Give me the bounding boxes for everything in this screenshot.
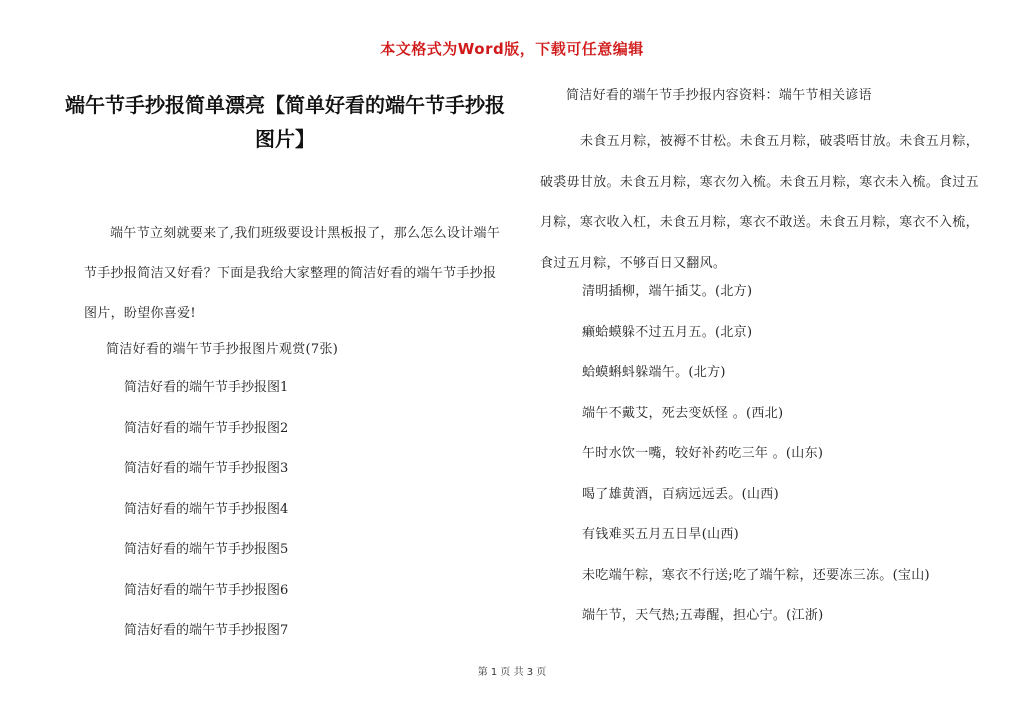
saying-item: 癞蛤蟆躲不过五月五。(北京) <box>582 324 753 340</box>
document-title-block <box>60 88 510 156</box>
saying-item: 午时水饮一嘴，较好补药吃三年 。(山东) <box>582 446 824 461</box>
intro-paragraph-block <box>84 214 504 334</box>
saying-item: 清明插柳，端午插艾。(北方) <box>582 284 753 299</box>
section-heading: 简洁好看的端午节手抄报内容资料：端午节相关谚语 <box>566 88 872 103</box>
gallery-item: 简洁好看的端午节手抄报图6 <box>124 582 289 598</box>
gallery-item: 简洁好看的端午节手抄报图7 <box>124 623 289 638</box>
saying-item: 端午不戴艾，死去变妖怪 。(西北) <box>582 405 784 421</box>
proverb-paragraph: 未食五月粽，被褥不甘松。未食五月粽，破裘唔甘放。未食五月粽，破裘毋甘放。未食五月粽，寒衣勿入梳。未食五月粽，寒衣未入梳。食过五月粽，寒衣收入杠，未食五月粽，寒衣不敢送。未食五月粽，寒衣不入梳，食过五月粽，不够百日又翻风。 <box>540 134 980 271</box>
gallery-heading: 简洁好看的端午节手抄报图片观赏(7张) <box>106 342 339 357</box>
saying-item: 端午节，天气热;五毒醒，担心宁。(江浙) <box>582 608 824 623</box>
page-number-footer: 第 1 页 共 3 页 <box>477 667 547 678</box>
saying-item: 有钱难买五月五日旱(山西) <box>582 527 740 542</box>
gallery-item: 简洁好看的端午节手抄报图1 <box>124 380 289 395</box>
gallery-item: 简洁好看的端午节手抄报图4 <box>124 501 289 517</box>
gallery-list <box>124 378 288 662</box>
gallery-item: 简洁好看的端午节手抄报图2 <box>124 420 289 436</box>
document-title: 端午节手抄报简单漂亮【简单好看的端午节手抄报图片】 <box>65 93 505 151</box>
saying-item: 蛤蟆蝌蚪躲端午。(北方) <box>582 365 726 380</box>
saying-item: 未吃端午粽，寒衣不行送;吃了端午粽，还要冻三冻。(宝山) <box>582 567 930 583</box>
gallery-item: 简洁好看的端午节手抄报图3 <box>124 461 289 476</box>
gallery-item: 简洁好看的端午节手抄报图5 <box>124 542 289 557</box>
intro-paragraph: 端午节立刻就要来了,我们班级要设计黑板报了，那么怎么设计端午节手抄报简洁又好看？下面是我给大家整理的简洁好看的端午节手抄报图片，盼望你喜爱! <box>84 226 501 321</box>
saying-item: 喝了雄黄酒，百病远远丢。(山西) <box>582 486 779 502</box>
edit-banner: 本文格式为Word版，下载可任意编辑 <box>380 40 644 58</box>
sayings-list <box>582 280 930 645</box>
